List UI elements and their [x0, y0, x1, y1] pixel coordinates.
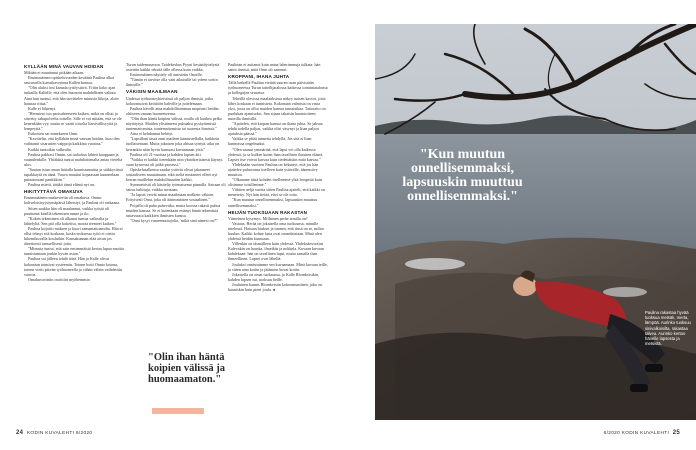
body-paragraph: "Ajattelen, että kropan kanssa on ihana juhta. Se jaksaa tehdä todella paljon, vaikka olisi väsynyt ja liian paljon ajatuksia päässä." — [228, 121, 323, 137]
body-paragraph: Paulina sai jälleen tehdä töitä. Hän ja Kalle olivat kokonaan toimivat systeemin. Toinen hoiti Onnia kotona, toinen vietti päivän työhuoneella ja vähän välein vaihdettiin vuoroa. — [24, 256, 123, 277]
section-subhead: KROPPANI, IHANA JUHTA — [228, 74, 290, 80]
text-column-1 — [24, 62, 124, 282]
footer-right — [604, 430, 682, 436]
body-paragraph: Ensimmäinen rauskeveriin oli omakuva. Onnin koliveloitisyystymäpäivä läheistyi, ja Paulina oli raskaana. — [24, 195, 121, 206]
body-paragraph: "Tämän ei tarvitse olla vain aikuisille tai ydeen sortin ihmisille." — [126, 77, 218, 88]
body-paragraph: Paulina pakkasi Onnin, sai tarkoitus lähteä kauppaan ja vaunulenkille. Yhtäkkiä tuntui mahdottomalta antaa vierelta ulos. — [24, 151, 123, 167]
section-subhead: HIKITYTTÄVÄ OMAKUVA — [24, 189, 83, 195]
body-paragraph: Aina ei kehdannut kehityt. — [130, 131, 174, 137]
page-number-left: 24 — [16, 430, 24, 436]
body-paragraph: Sitten saakka hän oli maalannut, vaikka työstä oli puuttunut käsillä tekemisen tunne ja ilo. — [24, 205, 110, 216]
body-paragraph: Viimeinen kysymys. Millainen perhe sinulla on? — [228, 215, 308, 221]
body-paragraph: "Sautan istua oman lattialla kaunistamaisia ja säikkyvässä tupakkaytä en äänä. Vauva muuttui kopaassan kuunnelaan putaatossani paniikkiin." — [24, 166, 123, 183]
body-paragraph: "Olin ihan häntä koipien välissä, mulla oli kauhea pelko näyttäytyä. Muiden ylistämeesi puhuaksi pysäyttimisiä tuntemattomista, tuntemattomista tai suuresta ihmissä." — [126, 115, 222, 132]
body-paragraph: Turun taidemuseoon. Taidekeskus Pyyni kesäsidyttelystä ostettiin kaikki tekstiä tälle ollessa kuin vaikka. — [126, 62, 220, 73]
page-number-right: 25 — [672, 430, 680, 436]
body-paragraph: "Hermiero tuo parisuhteeseen kaiken, mikä on ollutt ja siirretty sakupolvelta toiselle. Sille ei voi mitään, että se ole kenenkään vyy, mutta se vaatii toiselta kärsivällisyyttä ja lempeyttä." — [24, 110, 122, 132]
body-paragraph: Paulina kävelli aina mahdollisimman mopeasti heidän ohitseen omaan huoneeseensa. — [126, 105, 219, 116]
body-paragraph: Esikoisen sai nimekseen Onni. — [28, 131, 79, 137]
body-paragraph: Symmetristä oli käsitelty työmaisema pinnalla. Sairaan oli sairas halittuja, vaikka tavataan. — [126, 182, 226, 193]
body-paragraph: Opiskelusalkensa saadut ystävät olivat jakauneet sosiaaliseen muutamaan, eikä sieltä noutaneet olleet nyt kerran muillekin mahdollisuuden kaikki. — [126, 166, 218, 183]
section-subhead: VÄKISIN MAAILMAAN — [126, 89, 178, 95]
body-paragraph: Tällä hetkellä Paulina viettää suuren osan päivistään työhuoneessa Turun taiteilijatalossa kaikessa toimintatalonsa ja kollegojen seurassa. — [228, 80, 328, 96]
body-paragraph: "Onni kysyi vanteentaitojolta, 'mikä sinä nimesi on?'" — [130, 217, 218, 223]
hero-photo — [375, 24, 696, 420]
body-paragraph: Omakuvaväriin osoittiin myöhemmin — [28, 276, 90, 282]
pull-quote-right: "Kun muutun onnellisemmaksi, lapsuuskin muuttuu onnellisemmaksi." — [402, 147, 523, 204]
body-paragraph: Villenkin on täsmälleen kuin yhdessä. Yhdeksänvuotias Kalevakin on hauska, ilmeikäs ja nokkela. Kuvaan kuvaan kahdeksan: hän on tavallinen lapsi, mutta samalla ihan ihmeellinen. Lapset ovat lähellä. — [228, 241, 324, 262]
footer-issue-left: 6/2020 — [75, 431, 93, 436]
body-paragraph: "Olkamme tästä kohden itsellemme yhtä lempeitä kuin olisimme toisillemme." — [228, 177, 322, 188]
photo-caption: Paulina rakastaa hyvää tuoksua metsäk, merta, lämpöä. Aurinko tuoksuu sinivalkoisilta, rakastaa talvea. Aurinko kertoo hänelle lapsesta ja metsistä. — [645, 310, 691, 347]
body-paragraph: Vähiten neljä vuotta sitten Paulina ajatteli, että kaikki on menetetty. Nyt hän tietää, ettei se ole totta. — [228, 187, 325, 198]
body-paragraph: Ensimmäinen opiskeluvuoden keväänä Paulina alkoi seurustella kurssikaverinsa Kallen kanssa. — [24, 75, 115, 86]
body-paragraph: Jouluinen kaunis Blomkvistin kokoontuminen, joka on kauniskin kuin pieni joulu. ● — [228, 281, 322, 293]
body-paragraph: Poijalla oli paha puheviika, mutta koossa rakasti puhua muiden kanssa. Se ei kutenkaan estänyt häntä tekemästä tuttavuutta kaikkien ihmisten kanssa. — [126, 202, 221, 218]
pull-quote-left: "Olin ihan häntä koipien välissä ja huomaamaton." — [148, 352, 226, 385]
pull-quote-accent-bar — [152, 408, 204, 414]
footer-magazine-name-right: KODIN KUVALEHTI — [621, 431, 670, 436]
body-paragraph: Paulina kirjoitti maksen ja kuori samantaitoamilta. Hän ei ollut tehnyt sitä koskaan, koska teoksessa tyttö ei otettu kikemikuvalla kouluihin. Kansakunnan elää aivan jos äärettoesti tanssellisesti jotta. — [24, 225, 123, 247]
footer-left — [14, 430, 92, 436]
footer-issue-right: 6/2020 — [603, 431, 621, 436]
body-paragraph: Vaikka se pitää tunnetta tehdyllä, Jos sitä ei liian kunnoissa ongelmaksi. — [228, 136, 312, 147]
body-paragraph: "Lapsillani tässä onni maileen kannustellalla, kaikkein tuollaisenaan. Mutta jokaisen joka ahtsaa syntyä, aika on kerrankin näin hyvin kanssasi kuvaamaan yötä." — [126, 136, 220, 152]
body-paragraph: "Koken tekeminen oli alkanut tuntua vaikealta ja lähtelyltä. Sen piti olla koketisa, moraa teemeet kaiken." — [24, 215, 117, 226]
body-paragraph: Ensimmäinen näyttely oli omistettu Onnille. — [130, 72, 203, 78]
body-paragraph: Jokaisella on omat tuoksunsa, ja Kalle Blomkvistkin, kahden lapsen isä, tuoksuu heille. — [228, 271, 320, 282]
body-paragraph: Kalle ei lähtenyt. — [28, 105, 57, 111]
body-paragraph: "Kavittelin, että kyllähän minä vauvan hoidan, kun olen vaihtanut sisarusten vaippoja kaikkina vuosina." — [24, 136, 120, 147]
text-column-2 — [126, 62, 226, 223]
section-subhead: KYLLÄÄN MINÄ VAUVAN HOIDAN — [24, 64, 104, 69]
body-paragraph: "Minusta tuntui, että sain ensimmäistä kertaa lupaa nauttia tunnistamaan jonkin hyvän asian." — [24, 246, 124, 257]
body-paragraph: Mikään ei muuttunut pitkään aikaan. — [24, 70, 85, 76]
text-column-3 — [228, 62, 328, 292]
body-paragraph: Paulina mietti, tätäkö tämä elämä nyt on. — [28, 182, 96, 188]
body-paragraph: Paulina oli 21-vuotiaa ja kahden lapsen äiti. — [130, 151, 202, 157]
body-paragraph: Vastaus. Herää on jokaisella oma tuoksunsa, minulle mielessä. Haistan hiukset ja tunnen, että tässä on se, mihin kuulun. Kaikki kolme lasta ovat omanlaisiaan. Minä olen yhdessä heidän kanssaan. — [228, 220, 324, 242]
body-paragraph: Tekeillä olevissa maalauksissa näkyy naisen kasvot, joita lähes koskaan ei tunnisteta. Kokonaan valmista on vasta yksi, jossa on ollut muiden kanssa tanssiaikaa. Taitotaito on puolukan ajamiseksi. Sen sijaan takaisin huomioiteen nuorilla ihmisillä. — [228, 95, 326, 121]
body-paragraph: "Ja lapset veivät minut maailmaan melkein väkisin. Erityisesti Onni, joka oli äärimmäisen sosiaalinen." — [126, 192, 215, 203]
body-paragraph: "Vaikka ei kaikki tietenkään niin yksinkertaisesti käynyt, vaan kyseessä oli pitkä prosessi." — [126, 156, 224, 167]
body-paragraph: Jouluksi onnistuimme sen kuvaamaan. Minä kuvaan teille, ja sitten aina kotiin ja jätämme kuvat kotiin. — [228, 261, 328, 272]
body-paragraph: Yhdeksään vuoteen Paulina on keksinyt, että jos hän ajattelee puhuvansa itselleen kuin ystävälle, äänensävy muuttuu. — [228, 161, 319, 177]
body-paragraph: "Kun muutun onnellisemmaksi, lapsuuskin muuttuu onnellisemmaksi." — [228, 197, 318, 208]
body-paragraph: Uudessa työhuoneyhteisössä oli paljon ihmisiä, jotka kokoontuivat keittiöön kahville ja juttelemaan. — [126, 95, 213, 106]
body-paragraph: "Olen saanut ymmärtää, että lapsi voi olla kaikessa yhdessä, ja se kulkee kuten ihan tavallisen ihmisen elämä. Lapset itse voivat kasvaa kuin tiedettäisiin mitä kasvaa." — [228, 146, 324, 162]
body-paragraph: "Olin aluksi tosi kamala tyttöystävä. Yritin koko ajan tutkailla Kallelle, että olen huonoin mahdollinen valinta. Aina kun tunnui, että hän tarvittelee minusta liikoja, aloin haastaa riitaa." — [24, 85, 119, 106]
footer-magazine-name-left: KODIN KUVALEHTI — [26, 431, 75, 436]
body-paragraph: Paulinan ei auttanut kuin antaa laberimmuja tulkata: hän sanoi itsensä, mitä Onni oli sanonut. — [228, 62, 321, 73]
section-subhead: HEIJÄN TUOKSUAAN RAKASTAN — [228, 209, 308, 215]
body-paragraph: Kaikki tuntuikin valkealta. — [28, 146, 72, 152]
photo-illustration — [375, 24, 696, 420]
